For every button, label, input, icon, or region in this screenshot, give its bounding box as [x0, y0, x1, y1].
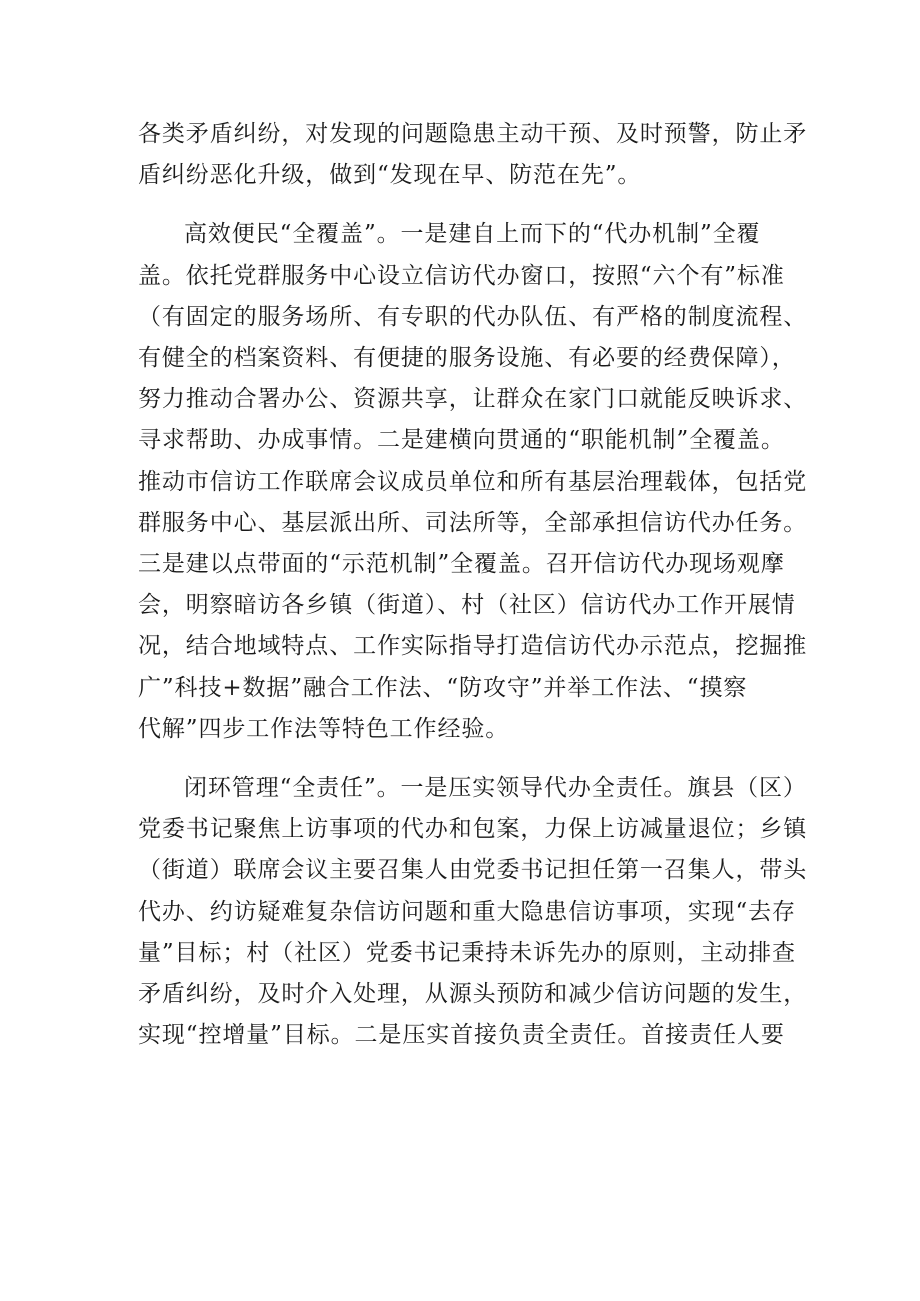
paragraph-line: 广”科技+数据”融合工作法、“防攻守”并举工作法、“摸察 — [138, 674, 748, 701]
paragraph-line: 代办、约访疑难复杂信访问题和重大隐患信访事项，实现“去存 — [138, 898, 796, 925]
paragraph-line: 寻求帮助、办成事情。二是建横向贯通的“职能机制”全覆盖。 — [138, 427, 785, 454]
paragraph-line: 量”目标；村（社区）党委书记秉持未诉先办的原则，主动排查 — [138, 939, 796, 966]
paragraph-line: （有固定的服务场所、有专职的代办队伍、有严格的制度流程、 — [138, 303, 808, 330]
paragraph-line: 闭环管理“全责任”。一是压实领导代办全责任。旗县（区） — [184, 775, 807, 802]
paragraph-2 — [138, 214, 808, 750]
paragraph-line: 况，结合地域特点、工作实际指导打造信访代办示范点，挖掘推 — [138, 633, 808, 660]
paragraph-line: 实现“控增量”目标。二是压实首接负责全责任。首接责任人要 — [138, 1022, 785, 1049]
paragraph-line: 矛盾纠纷，及时介入处理，从源头预防和减少信访问题的发生， — [138, 981, 808, 1008]
paragraph-line: 会，明察暗访各乡镇（街道）、村（社区）信访代办工作开展情 — [138, 592, 796, 619]
paragraph-line: 有健全的档案资料、有便捷的服务设施、有必要的经费保障）， — [138, 345, 796, 372]
paragraph-line: 盖。依托党群服务中心设立信访代办窗口，按照“六个有”标准 — [138, 262, 785, 289]
paragraph-line: 党委书记聚焦上访事项的代办和包案，力保上访减量退位；乡镇 — [138, 816, 808, 843]
paragraph-line: 群服务中心、基层派出所、司法所等，全部承担信访代办任务。 — [138, 509, 808, 536]
paragraph-line: 盾纠纷恶化升级，做到“发现在早、防范在先”。 — [138, 162, 642, 189]
paragraph-line: 高效便民“全覆盖”。一是建自上而下的“代办机制”全覆 — [184, 221, 761, 248]
paragraph-line: 代解”四步工作法等特色工作经验。 — [138, 715, 510, 742]
paragraph-3 — [138, 768, 808, 1056]
document-body — [138, 114, 808, 1056]
paragraph-line: 努力推动合署办公、资源共享，让群众在家门口就能反映诉求、 — [138, 386, 808, 413]
paragraph-line: 各类矛盾纠纷，对发现的问题隐患主动干预、及时预警，防止矛 — [138, 121, 808, 147]
paragraph-line: （街道）联席会议主要召集人由党委书记担任第一召集人，带头 — [138, 857, 808, 884]
paragraph-line: 三是建以点带面的“示范机制”全覆盖。召开信访代办现场观摩 — [138, 551, 785, 578]
paragraph-line: 推动市信访工作联席会议成员单位和所有基层治理载体，包括党 — [138, 468, 808, 495]
paragraph-1 — [138, 114, 808, 196]
